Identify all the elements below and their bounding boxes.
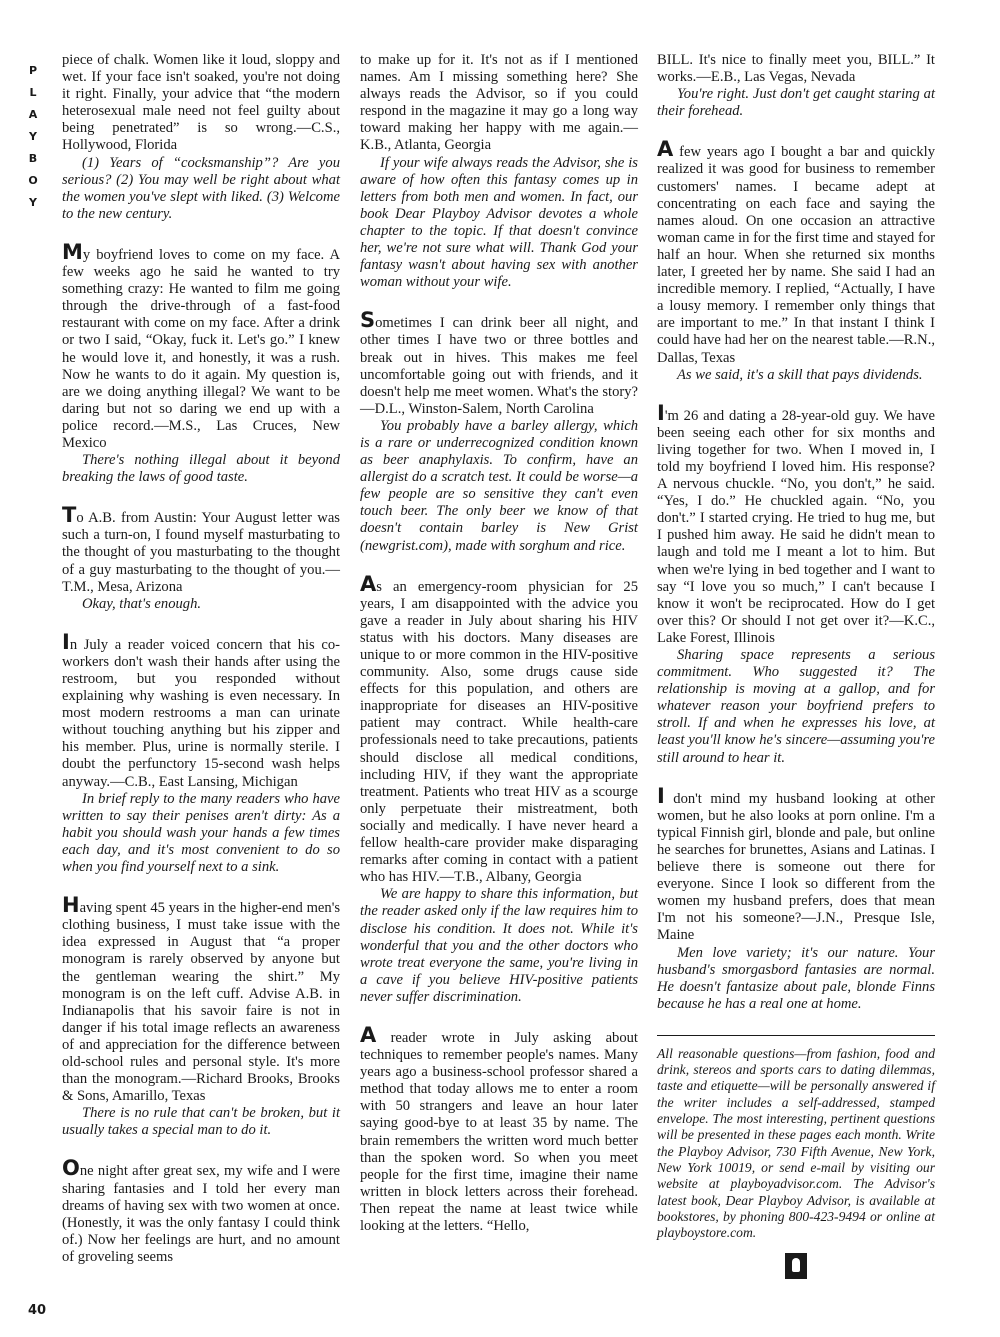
letter-text: piece of chalk. Women like it loud, sloppy and wet. If your face isn't soaked, you're not doing it right. Finally, your advice that “the modern heterosexual male need not feel guilty about being penetrated” is so wrong.—C.S., Hollywood, Florida bbox=[62, 52, 340, 154]
title-letter: Y bbox=[29, 196, 37, 209]
drop-cap: M bbox=[62, 239, 83, 264]
title-letter: Y bbox=[29, 130, 37, 143]
letter-text: In July a reader voiced concern that his co-workers don't wash their hands after using the restroom, but you responded without explaining why washing is even necessary. In most modern restrooms a man can urinate without touching anything but his zipper and his member. Plus, urine is normally sterile. I doubt the perfunctory 15-second wash helps anyway.—C.B., East Lansing, Michigan bbox=[62, 629, 340, 790]
column-2 bbox=[360, 52, 638, 1235]
advisor-answer: You probably have a barley allergy, which is a rare or underrecognized condition known as beer anaphylaxis. To confirm, have an allergist do a scratch test. It could be worse—a few people are so sensitive they can't even touch beer. The only beer we know of that doesn't contain barley is New Grist (newgrist.com), made with sorghum and rice. bbox=[360, 417, 638, 554]
advisor-answer: We are happy to share this information, but the reader asked only if the law requires him to disclose his condition. It does not. While it's wonderful that you and the other doctors who wrote treat everyone the same, you're living in a cave if you believe HIV-positive patients never suffer discrimination. bbox=[360, 886, 638, 1005]
drop-cap: A bbox=[657, 137, 674, 162]
letter-text: BILL. It's nice to finally meet you, BILL.” It works.—E.B., Las Vegas, Nevada bbox=[657, 52, 935, 86]
letter-text: A few years ago I bought a bar and quickly realized it was good for business to remember customers' names. I became adept at concentrating on each face and saying the names aloud. On one occasion an attractive woman came in for the first time and stayed for half an hour. When she returned six months later, I greeted her by name. She said I had an incredible memory. I replied, “Actually, I have a lousy memory. I remember only things that are important to me.” In that instant I think I could have had her on the nearest table.—R.N., Dallas, Texas bbox=[657, 137, 935, 366]
drop-cap: S bbox=[360, 308, 376, 333]
title-letter: B bbox=[28, 152, 38, 165]
letter-text: I'm 26 and dating a 28-year-old guy. We have been seeing each other for six months and living together for two. When I moved in, I told my boyfriend I loved him. His response? A nervous chuckle. “No, you don't,” he said. “Yes, I do.” He chuckled again. “No, you don't.” I started crying. He tried to hug me, but I pushed him away. He said he didn't mean to laugh and told me I meant a lot to him. But when we're lying in bed together and I want to say “I love you so much,” I can't because I know it won't be reciprocated. How do I get over this? Or should I not get over it?—K.C., Lake Forest, Illinois bbox=[657, 400, 935, 646]
drop-cap: H bbox=[62, 893, 80, 918]
title-letter: P bbox=[28, 64, 38, 77]
letter-text: To A.B. from Austin: Your August letter was such a turn-on, I found myself masturbating to the thought of you masturbating to the thought of a guy masturbating to the thought of you.—T.M., Mesa, Arizona bbox=[62, 503, 340, 595]
drop-cap: A bbox=[360, 1022, 377, 1047]
letter-text: I don't mind my husband looking at other women, but he also looks at porn online. I'm a typical Finnish girl, blonde and pale, but online he searches for brunettes, Asians and Latinas. I believe there is someone out there for everyone. Since I look so different from the women my husband prefers, does that mean I'm not his someone?—J.N., Presque Isle, Maine bbox=[657, 783, 935, 944]
page-number: 40 bbox=[28, 1303, 47, 1318]
title-letter: A bbox=[28, 108, 38, 121]
letter-text: A reader wrote in July asking about techniques to remember people's names. Many years ago a business-school professor shared a method that today allows me to enter a room with 50 strangers and leave an hour later saying good-bye to at least 35 by name. The brain remembers the written word much better than the spoken word. So when you meet people for the first time, imagine their name written in block letters across their forehead. Then repeat the name at least twice while looking at the letters. “Hello, bbox=[360, 1022, 638, 1234]
advisor-answer: There is no rule that can't be broken, but it usually takes a special man to do it. bbox=[62, 1105, 340, 1139]
title-letter: L bbox=[29, 86, 37, 99]
drop-cap: A bbox=[360, 571, 377, 596]
drop-cap: O bbox=[62, 1156, 80, 1181]
column-3 bbox=[657, 52, 935, 1279]
letter-text: Sometimes I can drink beer all night, and other times I have two or three bottles and break out in hives. This makes me feel uncomfortable going out with friends, and it doesn't help me meet women. What's the story?—D.L., Winston-Salem, North Carolina bbox=[360, 308, 638, 417]
letter-text: One night after great sex, my wife and I were sharing fantasies and I told her every man dreams of having sex with two women at once. (Honestly, it was the only fantasy I could think of.) Now her feelings are hurt, and no amount of groveling seems bbox=[62, 1156, 340, 1265]
closing-note: All reasonable questions—from fashion, food and drink, stereos and sports cars to dating dilemmas, taste and etiquette—will be personally answered if the writer includes a self-addressed, stamped envelope. The most interesting, pertinent questions will be presented in these pages each month. Write the Playboy Advisor, 730 Fifth Avenue, New York, New York 10019, or send e-mail by visiting our website at playboyadvisor.com. The Advisor's latest book, Dear Playboy Advisor, is available at bookstores, by phoning 800-423-9494 or online at playboystore.com. bbox=[657, 1045, 935, 1241]
advisor-answer: Men love variety; it's our nature. Your husband's smorgasbord fantasies are normal. He doesn't fantasize about pale, blonde Finns because he has a real one at home. bbox=[657, 944, 935, 1012]
rabbit-head-logo-icon bbox=[785, 1253, 807, 1279]
advisor-answer: In brief reply to the many readers who have written to say their penises aren't dirty: As a habit you should wash your hands a few times each day, and it's most convenient to do so when you find yourself next to a sink. bbox=[62, 790, 340, 876]
column-1 bbox=[62, 52, 340, 1266]
letter-text: My boyfriend loves to come on my face. A few weeks ago he said he wanted to try something crazy: He wanted to film me going through the drive-through of a fast-food restaurant with come on my face. After a drink or two I said, “Okay, fuck it. Let's go.” I knew he would love it, and honestly, it was a rush. Now he wants to do it again. My question is, are we doing anything illegal? We want to be daring but not so daring we end up with a police record.—M.S., Las Cruces, New Mexico bbox=[62, 239, 340, 451]
magazine-vertical-title bbox=[26, 60, 40, 214]
advisor-answer: (1) Years of “cocksmanship”? Are you serious? (2) You may well be right about what the women you've slept with liked. (3) Welcome to the new century. bbox=[62, 154, 340, 222]
letter-text: Having spent 45 years in the higher-end men's clothing business, I must take issue with the idea expressed in August that “a proper monogram is rarely observed by anyone but the gentleman wearing the shirt.” My monogram is on the left cuff. Advise A.B. in Indianapolis that his savoir faire is not in danger if his total image reflects an awareness of and appreciation for the difference between old-school rules and personal style. It's more than the monogram.—Richard Brooks, Brooks & Sons, Amarillo, Texas bbox=[62, 893, 340, 1105]
divider-rule bbox=[657, 1035, 935, 1036]
letter-text: to make up for it. It's not as if I mentioned names. Am I missing something here? She always reads the Advisor, so if you could respond in the magazine it may go a long way toward making her happy with me again.—K.B., Atlanta, Georgia bbox=[360, 52, 638, 154]
letter-text: As an emergency-room physician for 25 years, I am disappointed with the advice you gave a reader in July about sharing his HIV status with his doctors. Many diseases are unique to or more common in the HIV-positive community. Also, some drugs cause side effects for this population, and others are inappropriate for diseases an HIV-positive patient may contract. While health-care professionals need to take precautions, patients should disclose all medical conditions, including HIV, if they want the appropriate treatment. Patients who treat HIV as a scourge only perpetuate their mistreatment, both socially and medically. I have never heard a fellow health-care provider make disparaging remarks after coming in contact with a patient who has HIV.—T.B., Albany, Georgia bbox=[360, 571, 638, 886]
drop-cap: T bbox=[62, 503, 77, 528]
advisor-answer: If your wife always reads the Advisor, she is aware of how often this fantasy comes up in letters from both men and women. In fact, our book Dear Playboy Advisor devotes a whole chapter to the topic. If that doesn't convince her, we're not sure what will. Thank God your fantasy wasn't about having sex with another woman without your wife. bbox=[360, 154, 638, 291]
drop-cap: I bbox=[657, 400, 665, 425]
advisor-answer: As we said, it's a skill that pays dividends. bbox=[677, 366, 923, 383]
advisor-answer: Sharing space represents a serious commitment. Who suggested it? The relationship is moving at a gallop, and for whatever reason your boyfriend prefers to stroll. If and when he expresses his love, at least you'll know he's sincere—assuming you're still around to hear it. bbox=[657, 647, 935, 766]
advisor-answer: You're right. Just don't get caught staring at their forehead. bbox=[657, 86, 935, 120]
drop-cap: I bbox=[62, 629, 70, 654]
drop-cap: I bbox=[657, 783, 665, 808]
advisor-answer: There's nothing illegal about it beyond breaking the laws of good taste. bbox=[62, 452, 340, 486]
title-letter: O bbox=[28, 174, 38, 187]
advisor-answer: Okay, that's enough. bbox=[82, 595, 202, 612]
